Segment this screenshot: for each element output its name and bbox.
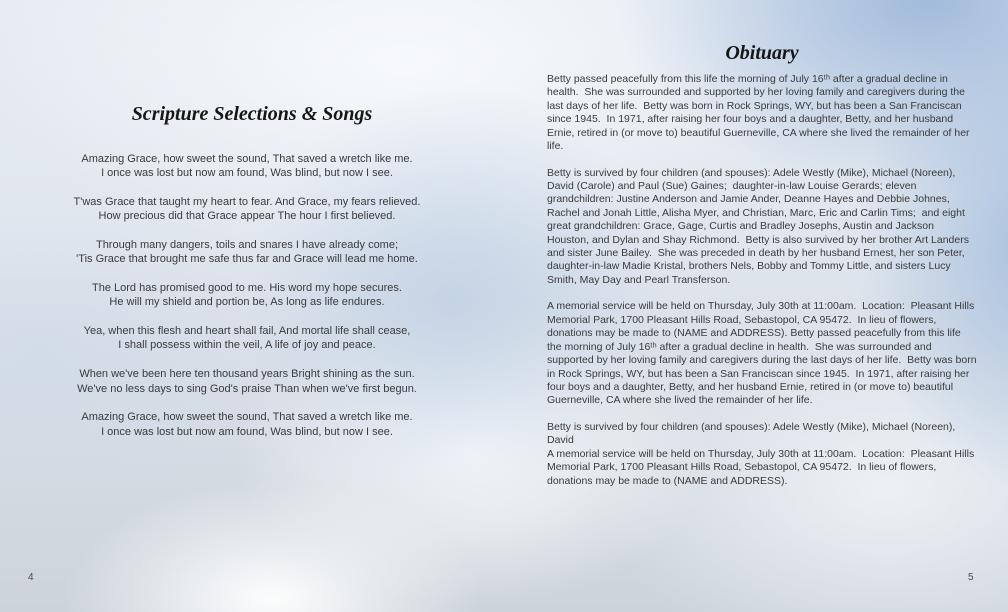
hymn-line: Amazing Grace, how sweet the sound, That saved a wretch like me. [81,153,413,165]
hymn-stanza [47,324,447,353]
hymn-line: We've no less days to sing God's praise Than when we've first begun. [77,382,417,395]
hymn-line: Yea, when this flesh and heart shall fail, And mortal life shall cease, [83,325,411,338]
scripture-songs-title: Scripture Selections & Songs [131,103,373,125]
hymn-stanza [47,281,447,310]
hymn-line: T'was Grace that taught my heart to fear. And Grace, my fears relieved. [73,196,421,209]
hymn-stanza [47,367,447,396]
obituary-paragraph: Betty is survived by four children (and spouses): Adele Westly (Mike), Michael (Noreen), David [547,420,959,447]
hymn-stanza [47,410,447,439]
hymn-line: He will my shield and portion be, As long as life endures. [109,296,385,309]
hymn-line: When we've been here ten thousand years Bright shining as the sun. [79,368,415,381]
hymn-stanza [47,238,447,267]
hymn-line: 'Tis Grace that brought me safe thus far and Grace will lead me home. [76,253,418,266]
hymn-line: I once was lost but now am found, Was blind, but now I see. [101,167,393,180]
page-number-left: 4 [28,572,34,583]
hymn-stanza [47,195,447,224]
obituary-paragraph: Betty is survived by four children (and spouses): Adele Westly (Mike), Michael (Noreen), David (Carole) and Paul (Sue) Gaines; daughter-in-law Louise Gerards; eleven grandchildren: Justine Anderson and Jamie Ander, Deanne Hayes and Debbie Johnes, Rachel and Jonah Little, Alisha Myer, and Christian, Marc, Eric and Carlin Tims; and eight great grandchildren: Grace, Gage, Curtis and Bradley Josephs, Austin and Jackson Houston, and Dylan and Shay Richmond. Betty is also survived by her brother Art Landers and sister June Bailey. She was preceded in death by her husband Ernest, her son Peter, daughter-in-law Madie Kristal, brothers Nels, Bobby and Tommy Little, and sisters Lucy Smith, May Day and Pearl Transferson. [547,166,972,286]
hymn-lyrics [47,152,447,453]
hymn-line: Through many dangers, toils and snares I have already come; [95,239,399,252]
obituary-paragraph: A memorial service will be held on Thursday, July 30th at 11:00am. Location: Pleasant Hills Memorial Park, 1700 Pleasant Hills Road, Sebastopol, CA 95472. In lieu of flowers, donations may be made to (NAME and ADDRESS). [547,447,978,487]
hymn-line: How precious did that Grace appear The hour I first believed. [98,210,396,223]
obituary-title: Obituary [725,42,799,64]
hymn-line: Amazing Grace, how sweet the sound, That saved a wretch like me. [81,411,413,424]
hymn-stanza [47,152,447,181]
hymn-line: The Lord has promised good to me. His word my hope secures. [92,282,402,295]
hymn-line: I once was lost but now am found, Was blind, but now I see. [101,425,393,438]
hymn-line: I shall possess within the veil, A life of joy and peace. [118,339,376,352]
obituary-text [547,73,980,501]
page-number-right: 5 [968,572,974,583]
obituary-paragraph: Betty passed peacefully from this life the morning of July 16ᵗʰ after a gradual decline in health. She was surrounded and supported by her loving family and caregivers during the last days of her life. Betty was born in Rock Springs, WY, but has been a San Franciscan since 1945. In 1971, after raising her four boys and a daughter, Betty, and her husband Ernie, retired in (or move to) beautiful Guerneville, CA where she lived the remainder of her life. [547,73,973,153]
right-page [504,0,1008,612]
obituary-paragraph: A memorial service will be held on Thursday, July 30th at 11:00am. Location: Pleasant Hills Memorial Park, 1700 Pleasant Hills Road, Sebastopol, CA 95472. In lieu of flowers, donations may be made to (NAME and ADDRESS). Betty passed peacefully from this life the morning of July 16ᵗʰ after a gradual decline in health. She was surrounded and supported by her loving family and caregivers during the last days of her life. Betty was born in Rock Springs, WY, but has been a San Franciscan since 1945. In 1971, after raising her four boys and a daughter, Betty, and her husband Ernie, retired in (or move to) beautiful Guerneville, CA where she lived the remainder of her life. [547,300,980,407]
